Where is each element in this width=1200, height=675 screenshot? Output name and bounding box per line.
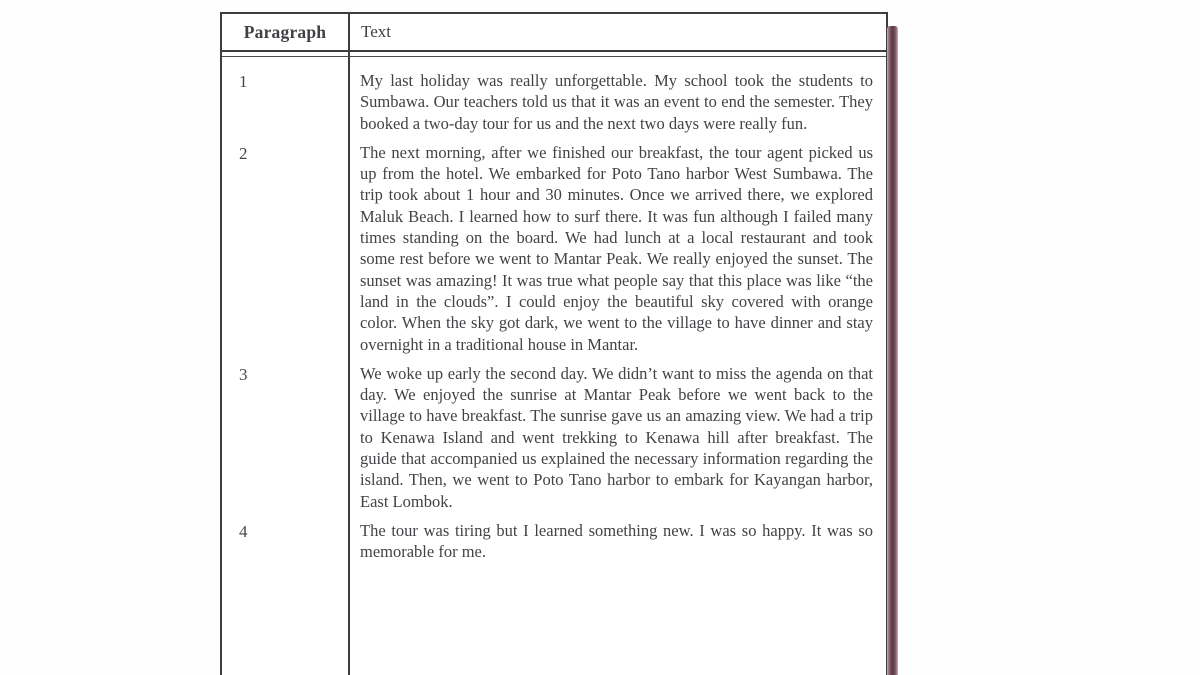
paragraph-text: The tour was tiring but I learned something new. I was so happy. It was so memorable for me.: [360, 520, 873, 562]
table-row: [222, 142, 886, 355]
table-row: [222, 363, 886, 512]
header-paragraph: Paragraph: [243, 21, 327, 42]
paragraph-table: [220, 12, 888, 675]
table-header-row: [222, 14, 886, 52]
header-text: Text: [361, 22, 391, 41]
paragraph-text: We woke up early the second day. We didn’t want to miss the agenda on that day. We enjoyed the sunrise at Mantar Peak before we went back to the village to have breakfast. The sunrise gave us an amazing view. We had a trip to Kenawa Island and went trekking to Kenawa hill after breakfast. The guide that accompanied us explained the necessary information regarding the island. Then, we went to Poto Tano harbor to embark for Kayangan harbor, East Lombok.: [360, 363, 873, 511]
paragraph-number: 2: [239, 143, 248, 163]
table-row: [222, 70, 886, 134]
paragraph-number: 3: [239, 364, 248, 384]
table-body: [222, 70, 886, 571]
page-edge-bar: [887, 26, 898, 675]
table-row: [222, 520, 886, 563]
paragraph-number: 1: [239, 72, 248, 91]
paragraph-text: My last holiday was really unforgettable. My school took the students to Sumbawa. Our teachers told us that it was an event to end the semester. They booked a two-day tour for us and the next two days were really fun.: [360, 71, 873, 133]
paragraph-text: The next morning, after we finished our breakfast, the tour agent picked us up from the hotel. We embarked for Poto Tano harbor West Sumbawa. The trip took about 1 hour and 30 minutes. Once we arrived there, we explored Maluk Beach. I learned how to surf there. It was fun although I failed many times standing on the board. We had lunch at a local restaurant and took some rest before we went to Mantar Peak. We really enjoyed the sunset. The sunset was amazing! It was true what people say that this place was like “the land in the clouds”. I could enjoy the beautiful sky covered with orange color. When the sky got dark, we went to the village to have dinner and stay overnight in a traditional house in Mantar.: [360, 142, 873, 354]
paragraph-number: 4: [239, 521, 248, 541]
